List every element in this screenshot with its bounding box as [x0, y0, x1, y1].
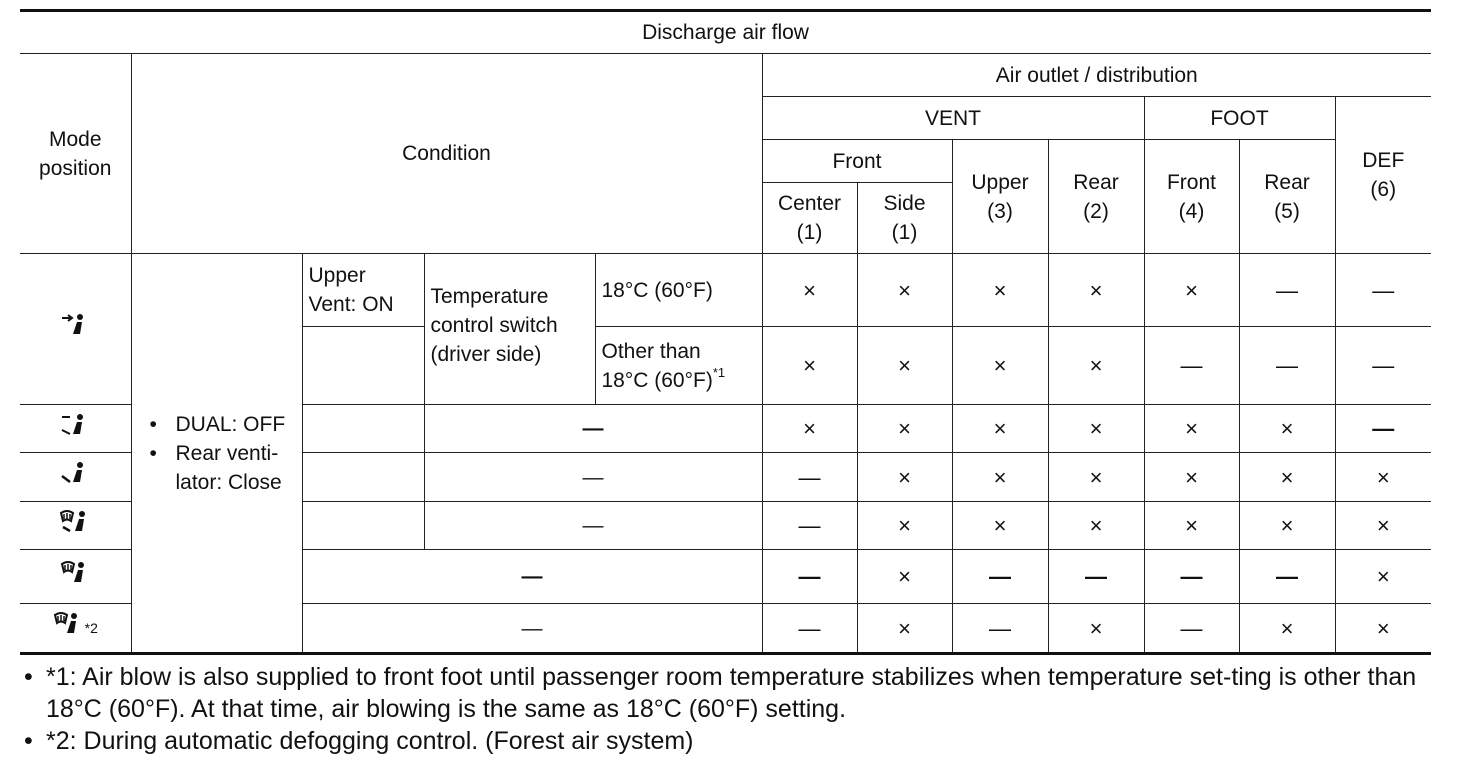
mark-cell: × [857, 254, 952, 327]
mark-cell: × [1048, 254, 1144, 327]
condition-list [138, 410, 296, 497]
mark-cell: × [1048, 604, 1144, 654]
mark-cell: × [1335, 502, 1431, 550]
mark-cell: — [1335, 405, 1431, 453]
mark-cell: × [762, 254, 857, 327]
mark-cell: × [1239, 405, 1335, 453]
footnote-ref-2: *2 [84, 619, 98, 636]
discharge-air-flow-table [20, 9, 1431, 655]
bi-level-mode-icon [60, 412, 90, 446]
foot-header: FOOT [1144, 97, 1335, 140]
footnote-ref-1: *1 [712, 364, 726, 380]
mark-cell: — [1239, 254, 1335, 327]
mark-cell: × [952, 453, 1048, 502]
condition-dash: — [424, 405, 762, 453]
mark-cell: × [857, 327, 952, 405]
mark-cell: — [1239, 550, 1335, 604]
mark-cell: — [1144, 327, 1239, 405]
mark-cell: × [1048, 453, 1144, 502]
mark-cell: × [1144, 453, 1239, 502]
mark-cell: — [762, 453, 857, 502]
empty-cell [302, 405, 424, 453]
foot-defrost-mode-icon [59, 509, 91, 543]
temp-other-cell [595, 327, 762, 405]
empty-cell [302, 453, 424, 502]
empty-cell [302, 502, 424, 550]
condition-dash: — [424, 453, 762, 502]
footnote-1: • *1: Air blow is also supplied to front foot until passenger room temperature stabilizes when temperature set-ting is other than 18°C (60°F). At that time, air blowing is the same as 18°C (60°F) setting. [20, 661, 1431, 725]
side-header: Side (1) [857, 183, 952, 254]
vent-upper-header: Upper (3) [952, 140, 1048, 254]
mark-cell: — [1144, 604, 1239, 654]
mark-cell: × [857, 502, 952, 550]
foot-rear-header: Rear (5) [1239, 140, 1335, 254]
mark-cell: × [1335, 453, 1431, 502]
mark-cell: × [1239, 604, 1335, 654]
mark-cell: × [857, 453, 952, 502]
mark-cell: × [762, 327, 857, 405]
empty-cell [302, 327, 424, 405]
condition-dual-off: • DUAL: OFF [150, 410, 296, 439]
table-title: Discharge air flow [20, 11, 1431, 54]
vent-front-header: Front [762, 140, 952, 183]
mark-cell: × [1239, 453, 1335, 502]
vent-mode-icon [60, 312, 90, 346]
mark-cell: × [952, 327, 1048, 405]
center-header: Center (1) [762, 183, 857, 254]
condition-dual-cell [131, 254, 302, 654]
mark-cell: × [1335, 550, 1431, 604]
mode-cell [20, 254, 131, 405]
condition-dash: — [302, 550, 762, 604]
condition-dash: — [424, 502, 762, 550]
mark-cell: — [1335, 254, 1431, 327]
mark-cell: — [952, 604, 1048, 654]
mark-cell: — [762, 550, 857, 604]
mark-cell: × [1239, 502, 1335, 550]
mark-cell: — [762, 604, 857, 654]
upper-vent-on-cell: Upper Vent: ON [302, 254, 424, 327]
mark-cell: × [1048, 327, 1144, 405]
defrost-mode-icon [60, 560, 90, 594]
mark-cell: × [1048, 405, 1144, 453]
mark-cell: × [762, 405, 857, 453]
vent-rear-header: Rear (2) [1048, 140, 1144, 254]
footnotes [20, 661, 1431, 757]
discharge-air-flow-sheet [20, 9, 1431, 757]
condition-header: Condition [131, 54, 762, 254]
temp-control-switch-cell: Temperature control switch (driver side) [424, 254, 595, 405]
temp-18-cell: 18°C (60°F) [595, 254, 762, 327]
mark-cell: × [857, 550, 952, 604]
mark-cell: × [952, 502, 1048, 550]
foot-front-header: Front (4) [1144, 140, 1239, 254]
mark-cell: × [857, 604, 952, 654]
temp-other-line2: 18°C (60°F) [601, 368, 713, 392]
mode-cell [20, 604, 131, 654]
mark-cell: — [762, 502, 857, 550]
mark-cell: — [1335, 327, 1431, 405]
mark-cell: × [952, 254, 1048, 327]
mark-cell: — [1048, 550, 1144, 604]
air-outlet-header: Air outlet / distribution [762, 54, 1431, 97]
mark-cell: × [857, 405, 952, 453]
mark-cell: × [952, 405, 1048, 453]
def-header: DEF (6) [1335, 97, 1431, 254]
condition-dash: — [302, 604, 762, 654]
mode-cell [20, 550, 131, 604]
mode-cell [20, 502, 131, 550]
mode-cell [20, 453, 131, 502]
table-row [20, 254, 1431, 327]
mode-position-header: Mode position [20, 54, 131, 254]
foot-mode-icon [60, 460, 90, 494]
mark-cell: × [1144, 254, 1239, 327]
mark-cell: — [1239, 327, 1335, 405]
mark-cell: × [1144, 405, 1239, 453]
condition-rear-ventilator: • Rear venti- lator: Close [150, 439, 296, 497]
mark-cell: × [1048, 502, 1144, 550]
mark-cell: — [952, 550, 1048, 604]
vent-header: VENT [762, 97, 1144, 140]
mark-cell: — [1144, 550, 1239, 604]
footnote-2: • *2: During automatic defogging control. (Forest air system) [20, 725, 1431, 757]
mark-cell: × [1335, 604, 1431, 654]
defrost-mode-icon [53, 611, 83, 645]
mark-cell: × [1144, 502, 1239, 550]
temp-other-line1: Other than [601, 339, 701, 363]
mode-cell [20, 405, 131, 453]
